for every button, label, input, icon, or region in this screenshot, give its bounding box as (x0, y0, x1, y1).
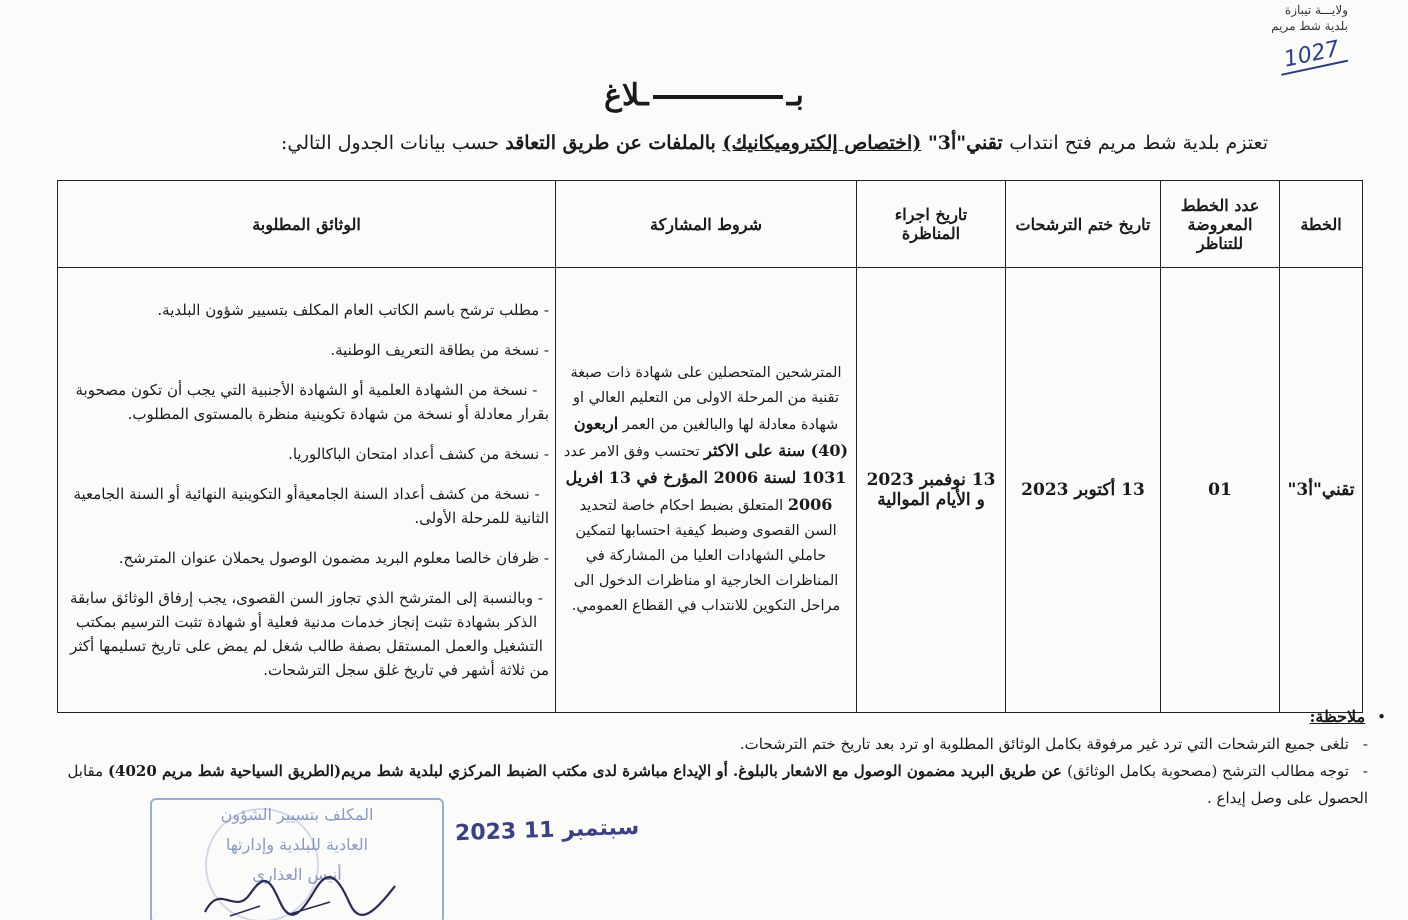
list-item: - نسخة من الشهادة العلمية أو الشهادة الأجنبية التي يجب أن تكون مصحوبة بقرار معادلة أو نسخة من شهادة تكوينية منظرة بالمستوى المطلوب. (75, 381, 549, 423)
cell-conditions (556, 268, 857, 713)
list-item: - ظرفان خالصا معلوم البريد مضمون الوصول يحملان عنوان المترشح. (118, 549, 549, 567)
page-title (0, 78, 1408, 113)
notes-title: ملاحظة: (1309, 707, 1366, 726)
note-item-1-text: تلغى جميع الترشحات التي ترد غير مرفوقة بكامل الوثائق المطلوبة او ترد بعد تاريخ ختم الترشحات. (739, 735, 1349, 753)
notes-heading (40, 703, 1386, 731)
intro-position: تقني"أ3" (921, 132, 1010, 154)
header-exam-date: تاريخ اجراء المناظرة (857, 181, 1006, 268)
conditions-text-2: تحتسب وفق الامر عدد (563, 444, 700, 460)
header-documents: الوثائق المطلوبة (58, 181, 556, 268)
list-item: - نسخة من كشف أعداد السنة الجامعيةأو التكوينية النهائية أو السنة الجامعية الثانية للمرحلة الأولى. (73, 485, 549, 527)
stamp-line2: العادية للبلدية وإدارتها (225, 835, 369, 854)
dash-icon: - (1362, 762, 1368, 780)
cell-documents (58, 268, 556, 713)
note-item-2-text-2: مقابل الحصول على وصل إيداع . (67, 762, 1368, 807)
title-stretch-line (653, 95, 783, 99)
reference-number: 1027 (1276, 35, 1348, 76)
cell-close-date: 13 أكتوبر 2023 (1006, 268, 1161, 713)
municipality-line: بلدية شط مريم (1271, 19, 1348, 33)
intro-method: بالملفات عن طريق التعاقد (505, 132, 723, 154)
cell-plan: تقني"أ3" (1280, 268, 1363, 713)
intro-paragraph (100, 132, 1268, 154)
conditions-decree: 1031 لسنة 2006 المؤرخ في 13 افريل 2006 (565, 468, 847, 514)
stamp-line3: أنيس العذاري (252, 865, 342, 884)
exam-date-line1: 13 نوفمبر 2023 (866, 470, 996, 490)
conditions-text-3: المتعلق بضبط احكام خاصة لتحديد السن القصوى وضبط كيفية احتسابها لتمكين حاملي الشهادات العليا من المشاركة في المناظرات الخارجية او مناظرات الدخول الى مراحل التكوين للانتداب في القطاع العمومي. (571, 498, 841, 614)
intro-text-1: تعتزم بلدية شط مريم فتح انتداب (1009, 132, 1268, 154)
list-item: - نسخة من كشف أعداد امتحان الباكالوريا. (288, 445, 549, 463)
header-conditions: شروط المشاركة (556, 181, 857, 268)
exam-date-line2: و الأيام الموالية (877, 490, 985, 510)
issuer-header (1271, 2, 1348, 34)
list-item: - نسخة من بطاقة التعريف الوطنية. (330, 341, 549, 359)
note-item-2-text-1: توجه مطالب الترشح (مصحوبة بكامل الوثائق) (1067, 762, 1349, 780)
list-item: - مطلب ترشح باسم الكاتب العام المكلف بتسيير شؤون البلدية. (157, 301, 549, 319)
stamp-line1: المكلف بتسيير الشؤون (220, 805, 374, 824)
list-item: - وبالنسبة إلى المترشح الذي تجاوز السن القصوى، يجب إرفاق الوثائق سابقة الذكر بشهادة تثبت إنجاز خدمات مدنية فعلية أو شهادة تثبت الترسيم بمكتب التشغيل والعمل المستقل بصفة طالب شغل لم يمض على تاريخ تسليمها أكثر من ثلاثة أشهر في تاريخ غلق سجل الترشحات. (70, 589, 549, 679)
note-item-2-address: عن طريق البريد مضمون الوصول مع الاشعار بالبلوغ. أو الإيداع مباشرة لدى مكتب الضبط المركزي لبلدية شط مريم(الطريق السياحية شط مريم 4020) (107, 762, 1068, 780)
header-count: عدد الخطط المعروضة للتناظر (1161, 181, 1280, 268)
date-stamp: 2023 سبتمبر 11 (454, 814, 640, 847)
header-close-date: تاريخ ختم الترشحات (1006, 181, 1161, 268)
recruitment-table (57, 180, 1363, 713)
conditions-text-1: المترشحين المتحصلين على شهادة ذات صبغة تقنية من المرحلة الاولى من التعليم العالي او شهادة معادلة لها والبالغين من العمر (570, 365, 842, 433)
notes-section (40, 703, 1386, 812)
cell-exam-date (857, 268, 1006, 713)
intro-text-2: حسب بيانات الجدول التالي: (281, 132, 506, 154)
governorate-line: ولايـــة تيبازة (1284, 3, 1348, 17)
table-header-row (58, 181, 1363, 268)
cell-count: 01 (1161, 268, 1280, 713)
signature-icon (200, 872, 400, 920)
conditions-age-limit: اربعون (40) سنة على الاكثر (573, 414, 849, 460)
intro-specialty: (اختصاص إلكتروميكانيك) (722, 132, 922, 154)
table-row (58, 268, 1363, 713)
title-end: ـلاغ (604, 78, 649, 113)
header-plan: الخطة (1280, 181, 1363, 268)
documents-list (64, 298, 549, 682)
dash-icon: - (1362, 735, 1368, 753)
note-item-1 (40, 731, 1368, 758)
title-start: بـ (786, 78, 804, 113)
bullet-icon: • (1377, 708, 1386, 726)
